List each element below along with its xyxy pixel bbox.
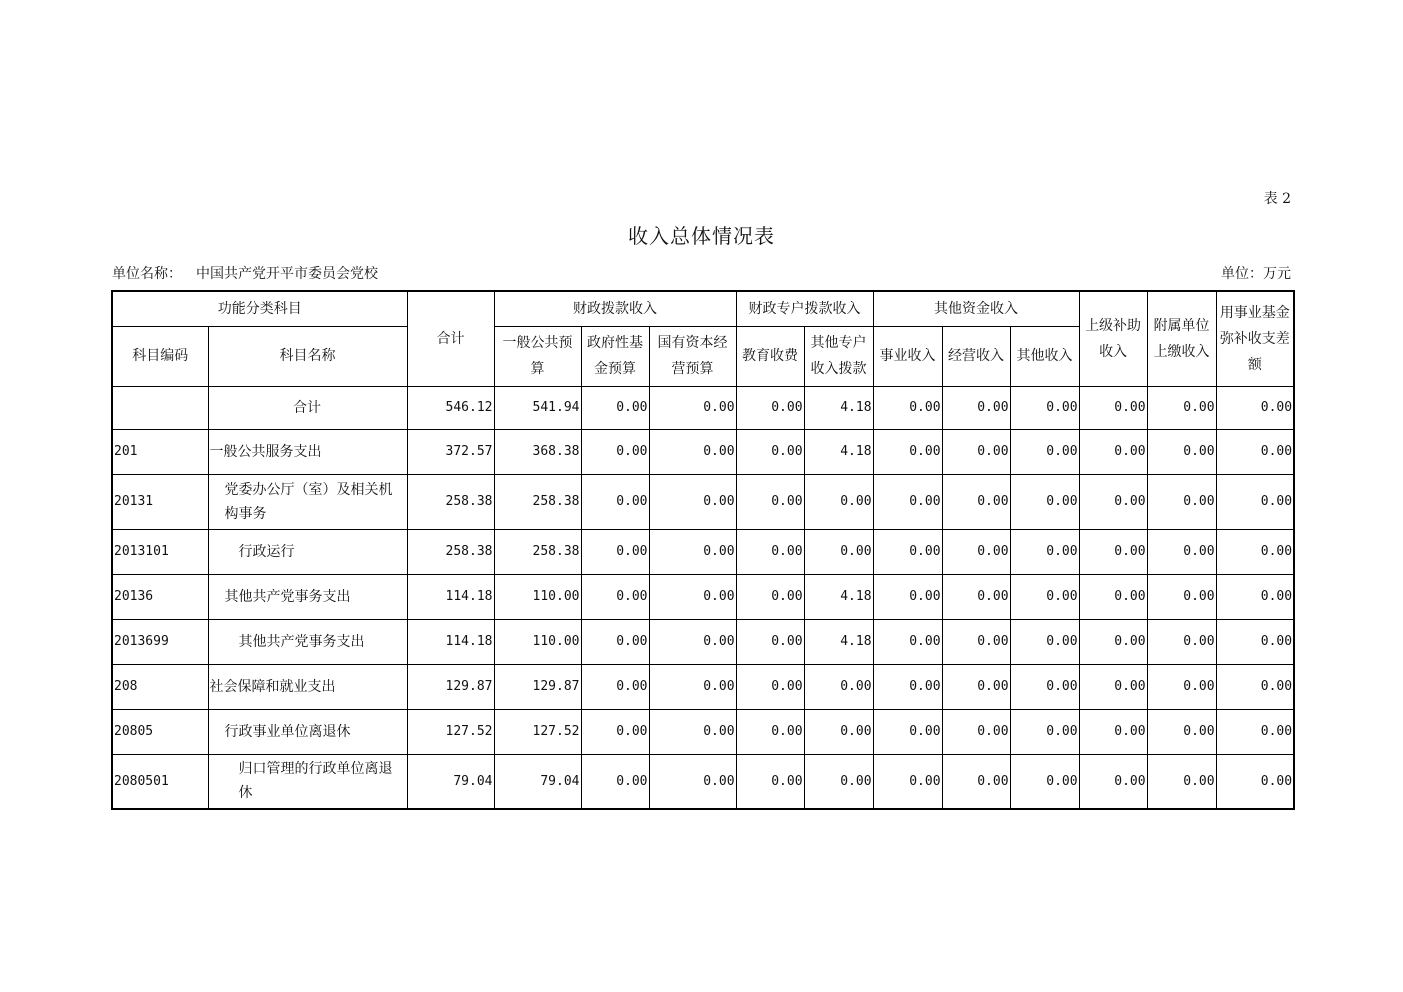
amount-cell: 0.00 — [873, 664, 942, 709]
amount-cell: 0.00 — [1079, 754, 1147, 809]
amount-cell: 0.00 — [942, 529, 1010, 574]
table-row — [112, 429, 1294, 474]
amount-cell: 127.52 — [494, 709, 581, 754]
amount-cell: 258.38 — [407, 474, 494, 529]
amount-cell: 0.00 — [804, 529, 873, 574]
amount-cell: 0.00 — [649, 664, 736, 709]
amount-cell: 0.00 — [736, 754, 804, 809]
unit-name-value: 中国共产党开平市委员会党校 — [196, 266, 378, 282]
amount-cell: 0.00 — [1010, 709, 1079, 754]
amount-cell: 0.00 — [1079, 664, 1147, 709]
amount-cell: 0.00 — [1079, 574, 1147, 619]
amount-cell: 0.00 — [942, 754, 1010, 809]
amount-cell: 0.00 — [581, 664, 649, 709]
amount-cell: 0.00 — [1216, 619, 1294, 664]
header-fiscal-allocation: 财政拨款收入 — [494, 291, 736, 326]
amount-cell: 0.00 — [1079, 619, 1147, 664]
unit-name — [112, 263, 378, 283]
amount-cell: 0.00 — [942, 664, 1010, 709]
amount-cell: 0.00 — [1010, 664, 1079, 709]
table-row — [112, 574, 1294, 619]
amount-cell: 0.00 — [649, 619, 736, 664]
income-summary-table — [111, 290, 1295, 810]
table-row — [112, 754, 1294, 809]
subject-name: 行政运行 — [208, 529, 407, 574]
amount-cell: 0.00 — [1079, 529, 1147, 574]
amount-cell: 0.00 — [1216, 386, 1294, 429]
amount-cell: 0.00 — [736, 574, 804, 619]
amount-cell: 0.00 — [649, 529, 736, 574]
amount-cell: 0.00 — [1147, 709, 1216, 754]
amount-cell: 0.00 — [1147, 664, 1216, 709]
amount-cell: 0.00 — [1147, 619, 1216, 664]
amount-cell: 258.38 — [494, 529, 581, 574]
subject-code: 2080501 — [112, 754, 208, 809]
page-title: 收入总体情况表 — [628, 224, 775, 248]
amount-cell: 0.00 — [1216, 754, 1294, 809]
subject-name: 党委办公厅（室）及相关机构事务 — [208, 474, 407, 529]
amount-cell: 0.00 — [942, 386, 1010, 429]
header-name: 科目名称 — [208, 326, 407, 386]
subject-name: 合计 — [208, 386, 407, 429]
amount-cell: 0.00 — [736, 619, 804, 664]
header-superior-subsidy: 上级补助收入 — [1079, 291, 1147, 386]
table-row — [112, 709, 1294, 754]
header-fund-gap: 用事业基金弥补收支差额 — [1216, 291, 1294, 386]
header-total: 合计 — [407, 291, 494, 386]
amount-cell: 110.00 — [494, 619, 581, 664]
amount-cell: 0.00 — [1216, 429, 1294, 474]
amount-cell: 79.04 — [407, 754, 494, 809]
amount-cell: 0.00 — [1147, 754, 1216, 809]
amount-cell: 0.00 — [873, 474, 942, 529]
amount-cell: 4.18 — [804, 429, 873, 474]
amount-cell: 0.00 — [1216, 709, 1294, 754]
header-education-fees: 教育收费 — [736, 326, 804, 386]
header-state-capital-budget: 国有资本经营预算 — [649, 326, 736, 386]
header-code: 科目编码 — [112, 326, 208, 386]
amount-cell: 0.00 — [736, 429, 804, 474]
amount-cell: 0.00 — [649, 386, 736, 429]
subject-name: 归口管理的行政单位离退休 — [208, 754, 407, 809]
amount-cell: 0.00 — [581, 574, 649, 619]
header-general-budget: 一般公共预算 — [494, 326, 581, 386]
table-row — [112, 474, 1294, 529]
amount-cell: 0.00 — [1010, 529, 1079, 574]
amount-cell: 129.87 — [407, 664, 494, 709]
amount-cell: 0.00 — [1147, 429, 1216, 474]
amount-cell: 0.00 — [649, 574, 736, 619]
subject-code: 2013101 — [112, 529, 208, 574]
amount-cell: 258.38 — [407, 529, 494, 574]
amount-cell: 0.00 — [1216, 664, 1294, 709]
amount-cell: 0.00 — [1079, 429, 1147, 474]
amount-cell: 0.00 — [1079, 709, 1147, 754]
amount-cell: 114.18 — [407, 619, 494, 664]
amount-cell: 0.00 — [581, 474, 649, 529]
amount-cell: 0.00 — [581, 386, 649, 429]
subject-name: 其他共产党事务支出 — [208, 574, 407, 619]
header-other-special: 其他专户收入拨款 — [804, 326, 873, 386]
amount-cell: 0.00 — [1010, 474, 1079, 529]
amount-cell: 0.00 — [942, 574, 1010, 619]
amount-cell: 4.18 — [804, 386, 873, 429]
amount-cell: 0.00 — [736, 474, 804, 529]
amount-cell: 0.00 — [1147, 474, 1216, 529]
amount-cell: 0.00 — [581, 619, 649, 664]
subject-name: 其他共产党事务支出 — [208, 619, 407, 664]
table-row — [112, 619, 1294, 664]
amount-cell: 258.38 — [494, 474, 581, 529]
amount-cell: 4.18 — [804, 619, 873, 664]
amount-cell: 0.00 — [873, 529, 942, 574]
amount-cell: 0.00 — [736, 529, 804, 574]
subject-code — [112, 386, 208, 429]
amount-cell: 0.00 — [942, 474, 1010, 529]
amount-cell: 0.00 — [581, 529, 649, 574]
header-gov-fund-budget: 政府性基金预算 — [581, 326, 649, 386]
amount-cell: 0.00 — [873, 619, 942, 664]
amount-cell: 0.00 — [804, 754, 873, 809]
amount-cell: 0.00 — [736, 709, 804, 754]
amount-cell: 0.00 — [873, 709, 942, 754]
amount-cell: 0.00 — [649, 709, 736, 754]
header-special-account: 财政专户拨款收入 — [736, 291, 873, 326]
amount-cell: 0.00 — [804, 474, 873, 529]
amount-cell: 79.04 — [494, 754, 581, 809]
table-number: 表 2 — [1263, 191, 1291, 207]
amount-cell: 0.00 — [581, 754, 649, 809]
subject-name: 行政事业单位离退休 — [208, 709, 407, 754]
amount-cell: 0.00 — [1010, 754, 1079, 809]
amount-cell: 0.00 — [581, 429, 649, 474]
amount-cell: 0.00 — [1216, 529, 1294, 574]
amount-cell: 368.38 — [494, 429, 581, 474]
amount-cell: 0.00 — [736, 386, 804, 429]
subject-code: 201 — [112, 429, 208, 474]
amount-cell: 0.00 — [1010, 386, 1079, 429]
amount-cell: 0.00 — [942, 619, 1010, 664]
header-business-income: 事业收入 — [873, 326, 942, 386]
amount-cell: 0.00 — [873, 429, 942, 474]
subject-code: 20131 — [112, 474, 208, 529]
amount-cell: 0.00 — [1010, 619, 1079, 664]
amount-cell: 114.18 — [407, 574, 494, 619]
amount-cell: 0.00 — [942, 709, 1010, 754]
amount-cell: 4.18 — [804, 574, 873, 619]
subject-code: 20136 — [112, 574, 208, 619]
subject-code: 20805 — [112, 709, 208, 754]
subject-code: 208 — [112, 664, 208, 709]
amount-cell: 0.00 — [1147, 386, 1216, 429]
unit-name-label: 单位名称： — [112, 266, 182, 282]
header-affiliated-remit: 附属单位上缴收入 — [1147, 291, 1216, 386]
amount-cell: 0.00 — [736, 664, 804, 709]
amount-cell: 0.00 — [873, 574, 942, 619]
amount-cell: 0.00 — [1147, 529, 1216, 574]
currency-unit: 单位：万元 — [1221, 266, 1291, 282]
amount-cell: 127.52 — [407, 709, 494, 754]
header-other-income: 其他收入 — [1010, 326, 1079, 386]
amount-cell: 0.00 — [804, 709, 873, 754]
amount-cell: 0.00 — [1079, 386, 1147, 429]
amount-cell: 129.87 — [494, 664, 581, 709]
amount-cell: 0.00 — [1216, 574, 1294, 619]
header-func-category: 功能分类科目 — [112, 291, 407, 326]
amount-cell: 546.12 — [407, 386, 494, 429]
amount-cell: 0.00 — [873, 386, 942, 429]
table-row — [112, 664, 1294, 709]
amount-cell: 0.00 — [873, 754, 942, 809]
amount-cell: 372.57 — [407, 429, 494, 474]
amount-cell: 0.00 — [804, 664, 873, 709]
amount-cell: 0.00 — [1010, 574, 1079, 619]
amount-cell: 0.00 — [581, 709, 649, 754]
table-row — [112, 529, 1294, 574]
amount-cell: 0.00 — [942, 429, 1010, 474]
amount-cell: 0.00 — [1010, 429, 1079, 474]
subject-name: 社会保障和就业支出 — [208, 664, 407, 709]
amount-cell: 0.00 — [1147, 574, 1216, 619]
subject-code: 2013699 — [112, 619, 208, 664]
amount-cell: 0.00 — [1216, 474, 1294, 529]
header-operating-income: 经营收入 — [942, 326, 1010, 386]
amount-cell: 0.00 — [1079, 474, 1147, 529]
table-row — [112, 386, 1294, 429]
amount-cell: 541.94 — [494, 386, 581, 429]
amount-cell: 0.00 — [649, 754, 736, 809]
amount-cell: 0.00 — [649, 429, 736, 474]
amount-cell: 110.00 — [494, 574, 581, 619]
amount-cell: 0.00 — [649, 474, 736, 529]
header-other-funds: 其他资金收入 — [873, 291, 1079, 326]
subject-name: 一般公共服务支出 — [208, 429, 407, 474]
